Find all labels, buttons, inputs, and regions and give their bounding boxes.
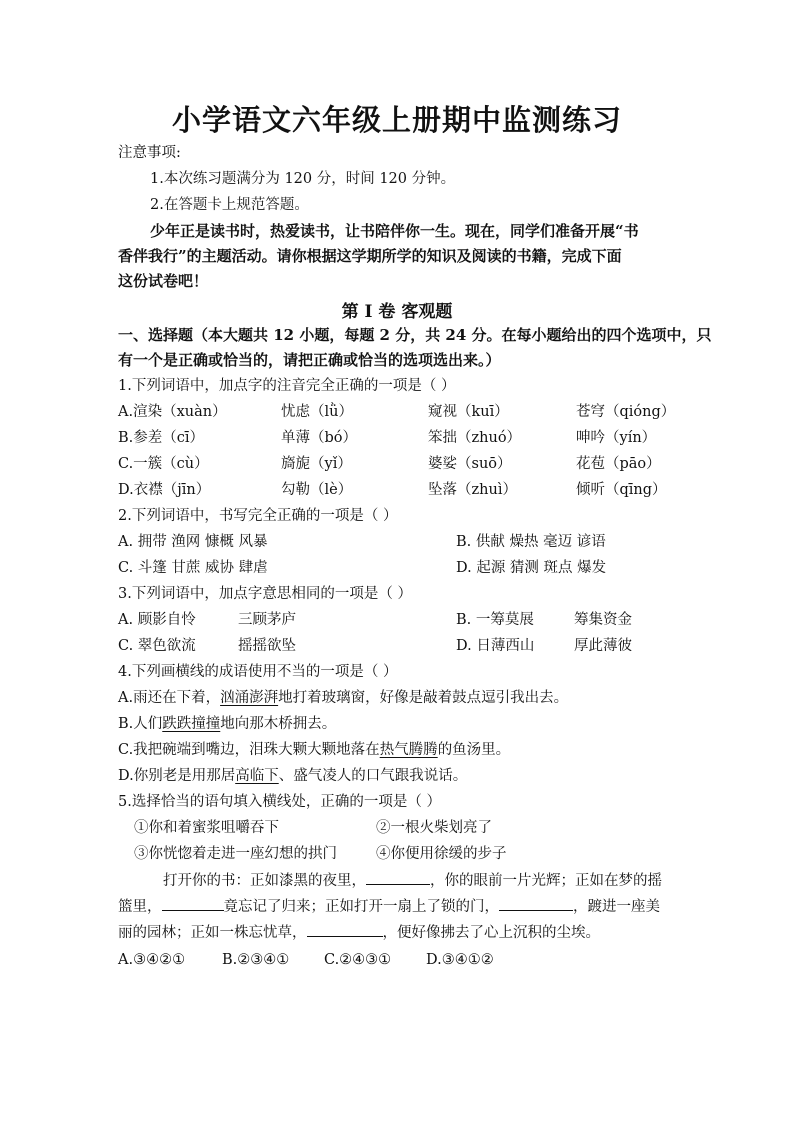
option-words: B. 供献 燥热 毫迈 谚语 bbox=[456, 534, 606, 550]
option-words: A. 拥带 渔网 慷概 风暴 bbox=[118, 534, 268, 550]
option-word: 苍穹（qióng） bbox=[576, 404, 676, 420]
option-words: C. 斗篷 甘蔗 威协 肆虐 bbox=[118, 560, 268, 576]
question-stem: 3.下列词语中，加点字意思相同的一项是（ ） bbox=[118, 586, 412, 602]
sentence-choice: ④你便用徐缓的步子 bbox=[376, 846, 507, 862]
option-word: 摇摇欲坠 bbox=[238, 638, 296, 654]
underlined-idiom: 汹涌澎湃 bbox=[220, 690, 279, 706]
sentence-choice: ②一根火柴划亮了 bbox=[376, 820, 492, 836]
answer-option: C.②④③① bbox=[324, 952, 392, 968]
question-stem: 5.选择恰当的语句填入横线处，正确的一项是（ ） bbox=[118, 794, 441, 810]
option-word: C. 翠色欲流 bbox=[118, 638, 196, 654]
sentence-text: A.雨还在下着， bbox=[118, 690, 221, 706]
underlined-idiom: 跌跌撞撞 bbox=[162, 716, 221, 732]
option-word: 呻吟（yín） bbox=[576, 430, 657, 446]
sentence-choice: ③你恍惚着走进一座幻想的拱门 bbox=[134, 846, 337, 862]
underlined-idiom: 高临下 bbox=[235, 768, 279, 784]
sentence-text: 地打着玻璃窗，好像是敲着鼓点逗引我出去。 bbox=[278, 690, 569, 706]
option-word: 筹集资金 bbox=[574, 612, 632, 628]
answer-option: A.③④②① bbox=[118, 952, 186, 968]
passage-text: 打开你的书：正如漆黑的夜里， bbox=[163, 873, 366, 889]
underlined-idiom: 热气腾腾 bbox=[379, 742, 438, 758]
option-word: A. 顾影自怜 bbox=[118, 612, 196, 628]
option-word: 忧虑（lǜ） bbox=[281, 404, 353, 420]
answer-option: B.②③④① bbox=[222, 952, 290, 968]
sentence-text: B.人们 bbox=[118, 716, 163, 732]
passage-line bbox=[118, 922, 600, 943]
passage-text: 篮里， bbox=[118, 899, 162, 915]
option-word: 勾勒（lè） bbox=[281, 482, 353, 498]
option-word: 婆娑（suō） bbox=[428, 456, 512, 472]
question-stem: 1.下列词语中，加点字的注音完全正确的一项是（ ） bbox=[118, 378, 456, 394]
option-row bbox=[118, 610, 688, 630]
passage-text: ，踱进一座美 bbox=[573, 899, 660, 915]
fill-blank bbox=[499, 896, 573, 911]
option-sentence bbox=[118, 714, 336, 734]
passage-line bbox=[118, 896, 660, 917]
option-word: 坠落（zhuì） bbox=[428, 482, 517, 498]
choice-row bbox=[118, 818, 688, 838]
question-stem: 4.下列画横线的成语使用不当的一项是（ ） bbox=[118, 664, 398, 680]
sentence-text: 的鱼汤里。 bbox=[437, 742, 511, 758]
option-row bbox=[118, 428, 688, 448]
passage-text: ，你的眼前一片光辉；正如在梦的摇 bbox=[430, 873, 662, 889]
sentence-text: C.我把碗端到嘴边，泪珠大颗大颗地落在 bbox=[118, 742, 380, 758]
option-word: 笨拙（zhuó） bbox=[428, 430, 522, 446]
option-row bbox=[118, 532, 688, 552]
option-row bbox=[118, 402, 688, 422]
option-word: B.参差（cī） bbox=[118, 430, 205, 446]
page-title: 小学语文六年级上册期中监测练习 bbox=[171, 103, 622, 137]
notice-item: 2.在答题卡上规范答题。 bbox=[150, 197, 309, 213]
fill-blank bbox=[366, 870, 430, 885]
fill-blank bbox=[162, 896, 224, 911]
option-row bbox=[118, 480, 688, 500]
option-sentence bbox=[118, 688, 568, 708]
option-word: 单薄（bó） bbox=[281, 430, 358, 446]
choice-row bbox=[118, 844, 688, 864]
option-word: D.衣襟（jīn） bbox=[118, 482, 211, 498]
answer-option: D.③④①② bbox=[426, 952, 494, 968]
option-word: C.一簇（cù） bbox=[118, 456, 209, 472]
intro-line: 少年正是读书时，热爱读书，让书陪伴你一生。现在，同学们准备开展“书 bbox=[150, 222, 639, 240]
part-instruction: 一、选择题（本大题共 12 小题，每题 2 分，共 24 分。在每小题给出的四个选项中，只 bbox=[118, 326, 712, 344]
option-sentence bbox=[118, 766, 467, 786]
option-word: 窥视（kuī） bbox=[428, 404, 509, 420]
option-row bbox=[118, 454, 688, 474]
passage-text: 丽的园林；正如一株忘忧草， bbox=[118, 925, 307, 941]
option-row bbox=[118, 636, 688, 656]
passage-text: ，便好像拂去了心上沉积的尘埃。 bbox=[382, 925, 600, 941]
fill-blank bbox=[307, 922, 383, 937]
sentence-text: D.你别老是用那居 bbox=[118, 768, 236, 784]
option-word: 三顾茅庐 bbox=[238, 612, 296, 628]
sentence-text: 地向那木桥拥去。 bbox=[220, 716, 337, 732]
option-word: 厚此薄彼 bbox=[574, 638, 632, 654]
section-title: 第 I 卷 客观题 bbox=[341, 302, 453, 322]
option-word: B. 一筹莫展 bbox=[456, 612, 534, 628]
sentence-text: 、盛气凌人的口气跟我说话。 bbox=[278, 768, 468, 784]
part-instruction: 有一个是正确或恰当的，请把正确或恰当的选项选出来。） bbox=[118, 351, 501, 369]
option-word: 倾听（qīng） bbox=[576, 482, 667, 498]
notice-heading: 注意事项: bbox=[118, 145, 181, 161]
option-word: A.渲染（xuàn） bbox=[118, 404, 227, 420]
notice-item: 1.本次练习题满分为 120 分，时间 120 分钟。 bbox=[150, 171, 456, 187]
passage-text: 竟忘记了归来；正如打开一扇上了锁的门， bbox=[223, 899, 499, 915]
option-row bbox=[118, 558, 688, 578]
option-word: D. 日薄西山 bbox=[456, 638, 535, 654]
answer-options bbox=[118, 950, 688, 970]
sentence-choice: ①你和着蜜浆咀嚼吞下 bbox=[134, 820, 279, 836]
question-stem: 2.下列词语中，书写完全正确的一项是（ ） bbox=[118, 508, 398, 524]
option-sentence bbox=[118, 740, 510, 760]
passage-line bbox=[163, 870, 662, 891]
option-word: 旖旎（yǐ） bbox=[281, 456, 352, 472]
option-word: 花苞（pāo） bbox=[576, 456, 661, 472]
option-words: D. 起源 猜测 斑点 爆发 bbox=[456, 560, 607, 576]
intro-line: 这份试卷吧！ bbox=[118, 272, 209, 290]
intro-line: 香伴我行”的主题活动。请你根据这学期所学的知识及阅读的书籍，完成下面 bbox=[118, 247, 622, 265]
